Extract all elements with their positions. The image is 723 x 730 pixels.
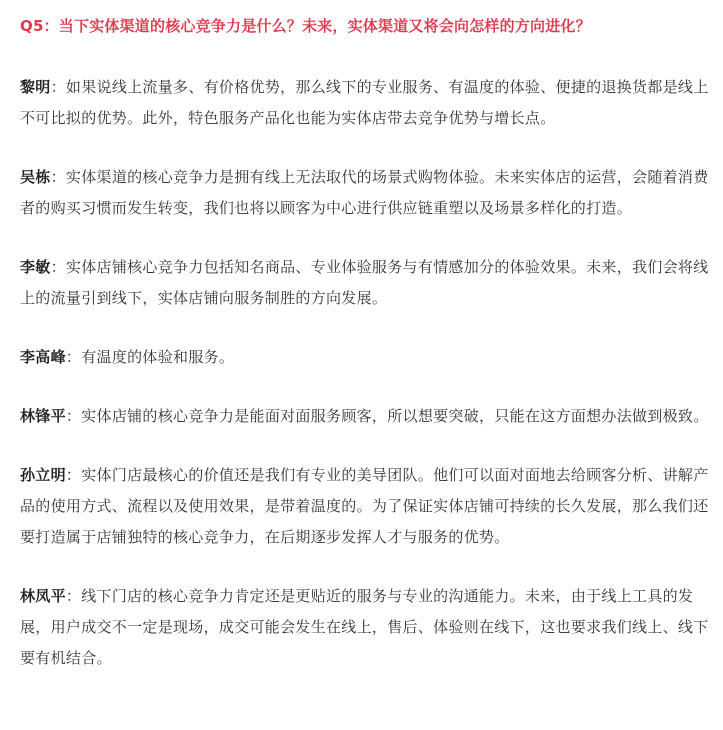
- answer-paragraph-3: [20, 252, 711, 314]
- speaker-separator: ：: [50, 258, 66, 276]
- speaker-name: 孙立明: [20, 466, 66, 484]
- answer-paragraph-1: [20, 72, 711, 134]
- speaker-separator: ：: [65, 466, 82, 484]
- answer-paragraph-6: [20, 460, 711, 553]
- answer-paragraph-2: [20, 162, 711, 224]
- speaker-name: 李敏: [20, 258, 51, 276]
- speaker-separator: ：: [50, 78, 66, 96]
- speaker-separator: ：: [50, 168, 66, 186]
- speaker-separator: ：: [65, 587, 82, 605]
- speaker-name: 吴栋: [20, 168, 51, 186]
- answer-text: 实体店铺的核心竞争力是能面对面服务顾客，所以想要突破，只能在这方面想办法做到极致。: [81, 407, 709, 425]
- answer-text: 实体渠道的核心竞争力是拥有线上无法取代的场景式购物体验。未来实体店的运营，会随着消费者的购买习惯而发生转变，我们也将以顾客为中心进行供应链重塑以及场景多样化的打造。: [20, 168, 709, 217]
- speaker-name: 林锋平: [20, 407, 66, 425]
- speaker-name: 李高峰: [20, 348, 66, 366]
- answer-paragraph-5: [20, 401, 711, 432]
- answer-text: 实体店铺核心竞争力包括知名商品、专业体验服务与有情感加分的体验效果。未来，我们会将线上的流量引到线下，实体店铺向服务制胜的方向发展。: [20, 258, 709, 307]
- speaker-name: 林凤平: [20, 587, 66, 605]
- answer-text: 实体门店最核心的价值还是我们有专业的美导团队。他们可以面对面地去给顾客分析、讲解产品的使用方式、流程以及使用效果，是带着温度的。为了保证实体店铺可持续的长久发展，那么我们还要打造属于店铺独特的核心竞争力，在后期逐步发挥人才与服务的优势。: [20, 466, 709, 546]
- speaker-separator: ：: [65, 348, 82, 366]
- answer-paragraph-4: [20, 342, 711, 373]
- answer-text: 线下门店的核心竞争力肯定还是更贴近的服务与专业的沟通能力。未来，由于线上工具的发展，用户成交不一定是现场，成交可能会发生在线上，售后、体验则在线下，这也要求我们线上、线下要有机结合。: [20, 587, 709, 667]
- answer-text: 如果说线上流量多、有价格优势，那么线下的专业服务、有温度的体验、便捷的退换货都是线上不可比拟的优势。此外，特色服务产品化也能为实体店带去竞争优势与增长点。: [20, 78, 709, 127]
- speaker-name: 黎明: [20, 78, 51, 96]
- question-heading: Q5：当下实体渠道的核心竞争力是什么？未来，实体渠道又将会向怎样的方向进化？: [20, 17, 591, 35]
- answer-paragraph-7: [20, 581, 711, 674]
- answer-text: 有温度的体验和服务。: [81, 348, 235, 366]
- speaker-separator: ：: [65, 407, 82, 425]
